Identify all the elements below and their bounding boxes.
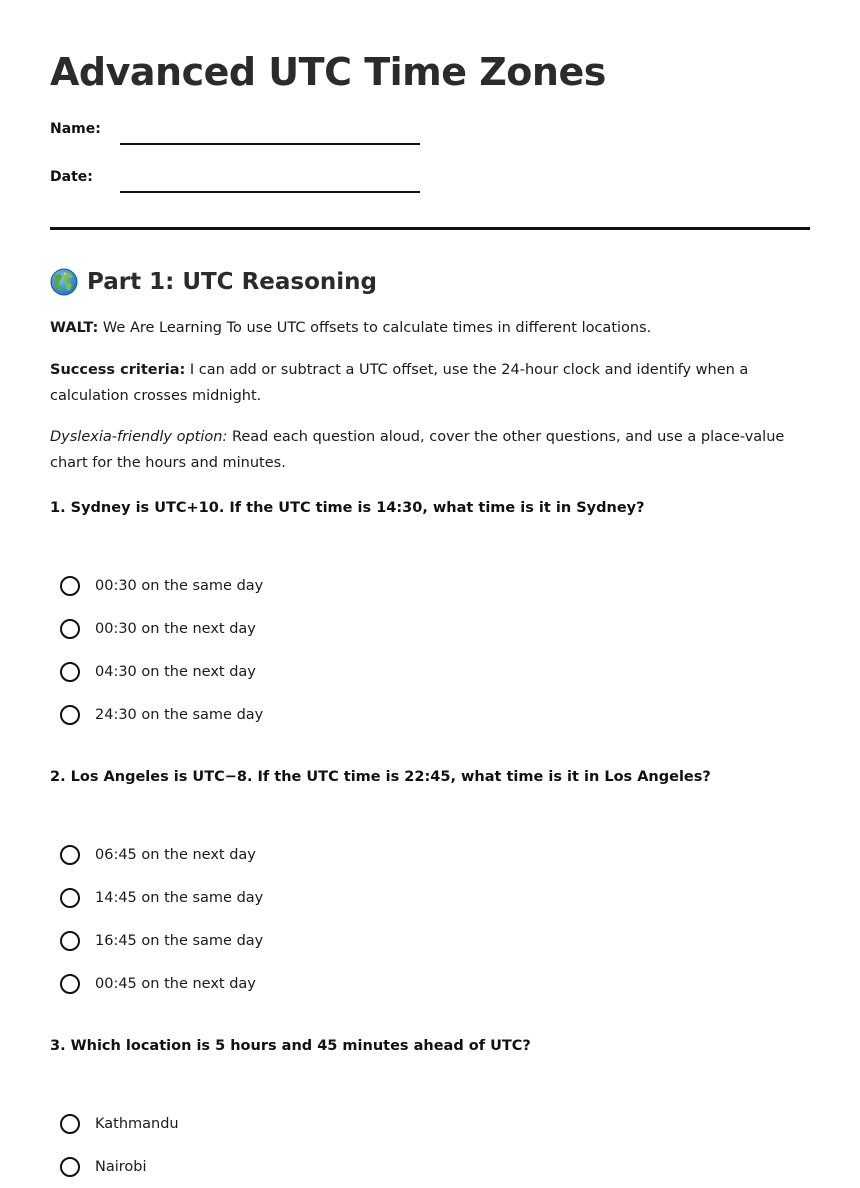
- option-label: 24:30 on the same day: [95, 706, 264, 723]
- success-criteria-text: I can add or subtract a UTC offset, use the 24-hour clock and identify when a calculation crosses midnight.: [50, 362, 749, 404]
- question-3: [50, 1035, 810, 1188]
- option-label: 14:45 on the same day: [95, 889, 264, 906]
- walt-text: We Are Learning To use UTC offsets to calculate times in different locations.: [98, 320, 652, 336]
- page-title: Advanced UTC Time Zones: [50, 50, 606, 94]
- option-label: Nairobi: [95, 1158, 147, 1175]
- question-1: [50, 497, 810, 736]
- option-label: 16:45 on the same day: [95, 932, 264, 949]
- section-heading: [50, 266, 377, 298]
- radio-button[interactable]: [60, 576, 80, 596]
- answer-option[interactable]: [60, 607, 810, 650]
- date-field[interactable]: [50, 166, 430, 196]
- header-divider: [50, 227, 810, 230]
- answer-options: [50, 833, 810, 1005]
- radio-button[interactable]: [60, 974, 80, 994]
- answer-option[interactable]: [60, 876, 810, 919]
- radio-button[interactable]: [60, 1114, 80, 1134]
- dyslexia-option-text: Read each question aloud, cover the other questions, and use a place-value chart for the hours and minutes.: [50, 429, 785, 471]
- question-text: 1. Sydney is UTC+10. If the UTC time is 14:30, what time is it in Sydney?: [50, 500, 645, 516]
- section-title: Part 1: UTC Reasoning: [87, 269, 377, 295]
- radio-button[interactable]: [60, 662, 80, 682]
- radio-button[interactable]: [60, 845, 80, 865]
- answer-option[interactable]: [60, 833, 810, 876]
- question-text: 2. Los Angeles is UTC−8. If the UTC time is 22:45, what time is it in Los Angeles?: [50, 769, 711, 785]
- radio-button[interactable]: [60, 619, 80, 639]
- dyslexia-option-paragraph: [50, 424, 810, 476]
- option-label: 00:45 on the next day: [95, 975, 256, 992]
- option-label: 06:45 on the next day: [95, 846, 256, 863]
- success-criteria-paragraph: [50, 357, 810, 409]
- dyslexia-option-label: Dyslexia-friendly option:: [50, 429, 228, 445]
- option-label: 00:30 on the same day: [95, 577, 264, 594]
- option-label: 04:30 on the next day: [95, 663, 256, 680]
- walt-label: WALT:: [50, 320, 99, 336]
- answer-option[interactable]: [60, 650, 810, 693]
- answer-option[interactable]: [60, 962, 810, 1005]
- answer-option[interactable]: [60, 919, 810, 962]
- date-label: Date:: [50, 169, 93, 185]
- answer-option[interactable]: [60, 564, 810, 607]
- walt-paragraph: [50, 315, 810, 341]
- answer-option[interactable]: [60, 693, 810, 736]
- radio-button[interactable]: [60, 705, 80, 725]
- question-2: [50, 766, 810, 1005]
- option-label: Kathmandu: [95, 1115, 179, 1132]
- name-field[interactable]: [50, 118, 430, 148]
- date-input-line[interactable]: [120, 191, 420, 193]
- radio-button[interactable]: [60, 888, 80, 908]
- globe-icon: [50, 268, 78, 296]
- answer-options: [50, 564, 810, 736]
- answer-option[interactable]: [60, 1102, 810, 1145]
- question-text: 3. Which location is 5 hours and 45 minutes ahead of UTC?: [50, 1038, 531, 1054]
- name-input-line[interactable]: [120, 143, 420, 145]
- success-criteria-label: Success criteria:: [50, 362, 186, 378]
- answer-options: [50, 1102, 810, 1188]
- answer-option[interactable]: [60, 1145, 810, 1188]
- radio-button[interactable]: [60, 931, 80, 951]
- radio-button[interactable]: [60, 1157, 80, 1177]
- option-label: 00:30 on the next day: [95, 620, 256, 637]
- name-label: Name:: [50, 121, 101, 137]
